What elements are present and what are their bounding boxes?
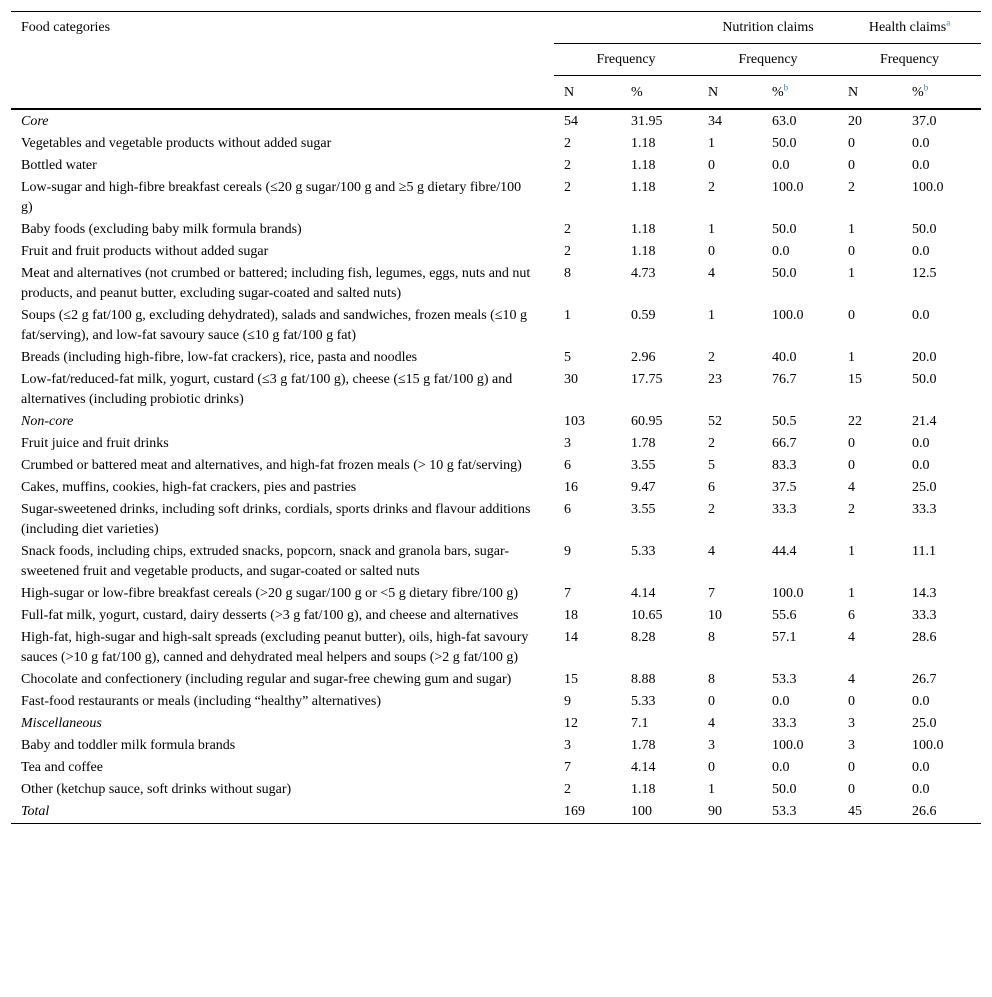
- pct-cell: 31.95: [631, 114, 663, 129]
- category-cell: Fast-food restaurants or meals (including “healthy” alternatives): [21, 694, 381, 709]
- table-row: [11, 691, 981, 713]
- table-group-row: [11, 713, 981, 735]
- pct-cell: 1.18: [631, 244, 656, 259]
- health-n-cell: 0: [848, 458, 856, 473]
- nutrition-n-cell: 2: [708, 436, 715, 451]
- header-hc-pct: %$^b$: [902, 76, 981, 110]
- health-pct-cell: 0.0: [912, 136, 930, 151]
- nutrition-pct-cell: 53.3: [772, 672, 797, 687]
- n-cell: 5: [564, 350, 571, 365]
- table-row: [11, 757, 981, 779]
- header-hc-n: N: [838, 76, 902, 110]
- category-cell: Meat and alternatives (not crumbed or battered; including fish, legumes, eggs, nuts and nut products, and peanut butter, excluding sugar-coated and salted nuts): [21, 266, 531, 301]
- health-n-cell: 0: [848, 760, 856, 775]
- table-row: [11, 477, 981, 499]
- category-cell: Breads (including high-fibre, low-fat crackers), rice, pasta and noodles: [21, 350, 418, 365]
- nutrition-n-cell: 1: [708, 222, 715, 237]
- header-health-claims: Health claims$^a$: [868, 17, 951, 35]
- nutrition-pct-cell: 100.0: [772, 586, 804, 601]
- table-row: [11, 177, 981, 219]
- health-pct-cell: 28.6: [912, 630, 937, 645]
- table-row: [11, 669, 981, 691]
- nutrition-n-cell: 3: [708, 738, 715, 753]
- nutrition-pct-cell: 0.0: [772, 158, 790, 173]
- health-n-cell: 15: [848, 372, 863, 387]
- category-cell: Low-fat/reduced-fat milk, yogurt, custard (≤3 g fat/100 g), cheese (≤15 g fat/100 g) and alternatives (including probiotic drinks): [21, 372, 513, 407]
- health-n-cell: 1: [848, 266, 856, 281]
- nutrition-pct-cell: 50.0: [772, 266, 797, 281]
- nutrition-pct-cell: 55.6: [772, 608, 797, 623]
- health-pct-cell: 0.0: [912, 244, 930, 259]
- health-n-cell: 0: [848, 436, 856, 451]
- nutrition-pct-cell: 0.0: [772, 694, 790, 709]
- nutrition-n-cell: 10: [708, 608, 722, 623]
- table-body: [11, 109, 981, 824]
- category-cell: Vegetables and vegetable products without added sugar: [21, 136, 332, 151]
- n-cell: 30: [564, 372, 578, 387]
- table-row: [11, 219, 981, 241]
- health-pct-cell: 11.1: [912, 544, 936, 559]
- table-row: [11, 627, 981, 669]
- n-cell: 1: [564, 308, 571, 323]
- nutrition-n-cell: 4: [708, 716, 715, 731]
- health-pct-cell: 20.0: [912, 350, 937, 365]
- pct-cell: 60.95: [631, 414, 663, 429]
- nutrition-n-cell: 2: [708, 502, 715, 517]
- nutrition-pct-cell: 0.0: [772, 244, 790, 259]
- health-pct-cell: 26.6: [912, 804, 937, 819]
- table-row: [11, 305, 981, 347]
- nutrition-n-cell: 2: [708, 180, 715, 195]
- nutrition-pct-cell: 0.0: [772, 760, 790, 775]
- table-row: [11, 499, 981, 541]
- health-n-cell: 1: [848, 350, 856, 365]
- health-n-cell: 1: [848, 222, 856, 237]
- table-group-row: [11, 801, 981, 824]
- health-n-cell: 3: [848, 738, 856, 753]
- header-n: N: [554, 76, 621, 110]
- category-cell: Soups (≤2 g fat/100 g, excluding dehydrated), salads and sandwiches, frozen meals (≤10 g fat/serving), and low-fat savoury sauce (≤10 g fat/100 g fat): [21, 308, 528, 343]
- health-pct-cell: 33.3: [912, 502, 937, 517]
- category-cell: Fruit and fruit products without added sugar: [21, 244, 269, 259]
- health-n-cell: 45: [848, 804, 863, 819]
- header-frequency-nutrition: Frequency: [698, 44, 838, 76]
- n-cell: 12: [564, 716, 578, 731]
- nutrition-pct-cell: 57.1: [772, 630, 797, 645]
- pct-cell: 4.14: [631, 586, 656, 601]
- category-cell: Bottled water: [21, 158, 97, 173]
- n-cell: 15: [564, 672, 578, 687]
- pct-cell: 1.18: [631, 782, 656, 797]
- nutrition-pct-cell: 100.0: [772, 180, 804, 195]
- nutrition-pct-cell: 50.5: [772, 414, 797, 429]
- nutrition-n-cell: 2: [708, 350, 715, 365]
- nutrition-pct-cell: 53.3: [772, 804, 797, 819]
- pct-cell: 8.28: [631, 630, 656, 645]
- health-n-cell: 1: [848, 586, 856, 601]
- health-n-cell: 3: [848, 716, 856, 731]
- category-cell: Core: [21, 114, 49, 129]
- category-cell: Baby foods (excluding baby milk formula brands): [21, 222, 302, 237]
- nutrition-n-cell: 1: [708, 136, 715, 151]
- nutrition-pct-cell: 100.0: [772, 738, 804, 753]
- pct-cell: 1.18: [631, 180, 656, 195]
- table-row: [11, 263, 981, 305]
- health-pct-cell: 100.0: [912, 738, 944, 753]
- n-cell: 6: [564, 458, 571, 473]
- table-row: [11, 541, 981, 583]
- category-cell: Chocolate and confectionery (including regular and sugar-free chewing gum and sugar): [21, 672, 512, 687]
- n-cell: 14: [564, 630, 578, 645]
- category-cell: Cakes, muffins, cookies, high-fat crackers, pies and pastries: [21, 480, 357, 495]
- food-claims-table: [11, 11, 981, 824]
- nutrition-n-cell: 5: [708, 458, 715, 473]
- n-cell: 18: [564, 608, 578, 623]
- n-cell: 6: [564, 502, 571, 517]
- health-n-cell: 0: [848, 244, 856, 259]
- health-n-cell: 0: [848, 158, 856, 173]
- nutrition-pct-cell: 63.0: [772, 114, 797, 129]
- category-cell: High-fat, high-sugar and high-salt spreads (excluding peanut butter), oils, high-fat savoury sauces (>10 g fat/100 g), canned and dehydrated meal helpers and soups (>2 g fat/100 g): [21, 630, 529, 665]
- n-cell: 9: [564, 544, 571, 559]
- health-pct-cell: 26.7: [912, 672, 937, 687]
- nutrition-pct-cell: 33.3: [772, 716, 797, 731]
- pct-cell: 3.55: [631, 458, 656, 473]
- table-row: [11, 133, 981, 155]
- n-cell: 7: [564, 760, 571, 775]
- table-group-row: [11, 411, 981, 433]
- nutrition-n-cell: 4: [708, 544, 715, 559]
- category-cell: Tea and coffee: [21, 760, 103, 775]
- health-n-cell: 0: [848, 308, 856, 323]
- table-group-row: [11, 109, 981, 133]
- header-food-categories: Food categories: [21, 20, 111, 35]
- table-row: [11, 241, 981, 263]
- pct-cell: 1.18: [631, 158, 656, 173]
- health-pct-cell: 50.0: [912, 222, 937, 237]
- health-pct-cell: 100.0: [912, 180, 944, 195]
- health-n-cell: 2: [848, 502, 856, 517]
- table-row: [11, 735, 981, 757]
- pct-cell: 10.65: [631, 608, 663, 623]
- health-pct-cell: 37.0: [912, 114, 937, 129]
- pct-cell: 1.78: [631, 738, 656, 753]
- n-cell: 2: [564, 136, 571, 151]
- health-n-cell: 0: [848, 694, 856, 709]
- nutrition-n-cell: 0: [708, 694, 715, 709]
- n-cell: 54: [564, 114, 578, 129]
- nutrition-n-cell: 8: [708, 630, 715, 645]
- nutrition-n-cell: 4: [708, 266, 715, 281]
- nutrition-n-cell: 0: [708, 158, 715, 173]
- health-n-cell: 4: [848, 480, 856, 495]
- n-cell: 3: [564, 436, 571, 451]
- health-pct-cell: 0.0: [912, 158, 930, 173]
- health-n-cell: 20: [848, 114, 863, 129]
- nutrition-pct-cell: 50.0: [772, 136, 797, 151]
- table-row: [11, 779, 981, 801]
- n-cell: 7: [564, 586, 571, 601]
- n-cell: 2: [564, 158, 571, 173]
- n-cell: 103: [564, 414, 585, 429]
- health-pct-cell: 14.3: [912, 586, 937, 601]
- n-cell: 2: [564, 180, 571, 195]
- pct-cell: 4.14: [631, 760, 656, 775]
- category-cell: High-sugar or low-fibre breakfast cereals (>20 g sugar/100 g or <5 g dietary fibre/100 g): [21, 586, 519, 601]
- nutrition-pct-cell: 50.0: [772, 782, 797, 797]
- n-cell: 2: [564, 244, 571, 259]
- table-row: [11, 583, 981, 605]
- header-nc-pct: %$^b$: [762, 76, 838, 110]
- health-pct-cell: 0.0: [912, 436, 930, 451]
- category-cell: Baby and toddler milk formula brands: [21, 738, 236, 753]
- pct-cell: 2.96: [631, 350, 656, 365]
- pct-cell: 8.88: [631, 672, 656, 687]
- table-row: [11, 433, 981, 455]
- nutrition-n-cell: 8: [708, 672, 715, 687]
- header-pct: %: [621, 76, 698, 110]
- category-cell: Low-sugar and high-fibre breakfast cereals (≤20 g sugar/100 g and ≥5 g dietary fibre/100 g): [21, 180, 522, 215]
- n-cell: 2: [564, 222, 571, 237]
- nutrition-pct-cell: 37.5: [772, 480, 797, 495]
- n-cell: 8: [564, 266, 571, 281]
- pct-cell: 3.55: [631, 502, 656, 517]
- health-pct-cell: 25.0: [912, 480, 937, 495]
- nutrition-pct-cell: 83.3: [772, 458, 797, 473]
- pct-cell: 1.18: [631, 222, 656, 237]
- footnote-b-link[interactable]: b: [783, 82, 789, 93]
- nutrition-pct-cell: 76.7: [772, 372, 797, 387]
- footnote-a-link[interactable]: a: [946, 17, 951, 28]
- category-cell: Total: [21, 804, 50, 819]
- pct-cell: 9.47: [631, 480, 656, 495]
- category-cell: Crumbed or battered meat and alternatives, and high-fat frozen meals (> 10 g fat/serving): [21, 458, 522, 473]
- health-n-cell: 4: [848, 630, 856, 645]
- nutrition-n-cell: 0: [708, 244, 715, 259]
- category-cell: Full-fat milk, yogurt, custard, dairy desserts (>3 g fat/100 g), and cheese and alternatives: [21, 608, 519, 623]
- pct-cell: 17.75: [631, 372, 663, 387]
- health-pct-cell: 0.0: [912, 458, 930, 473]
- n-cell: 16: [564, 480, 578, 495]
- health-pct-cell: 0.0: [912, 760, 930, 775]
- nutrition-n-cell: 1: [708, 308, 715, 323]
- nutrition-pct-cell: 100.0: [772, 308, 804, 323]
- nutrition-n-cell: 23: [708, 372, 722, 387]
- n-cell: 2: [564, 782, 571, 797]
- footnote-b-link[interactable]: b: [923, 82, 929, 93]
- health-n-cell: 6: [848, 608, 856, 623]
- table-row: [11, 155, 981, 177]
- nutrition-n-cell: 7: [708, 586, 715, 601]
- header-frequency-total: Frequency: [554, 44, 698, 76]
- header-nutrition-claims: Nutrition claims: [722, 20, 814, 35]
- health-pct-cell: 21.4: [912, 414, 937, 429]
- nutrition-n-cell: 1: [708, 782, 715, 797]
- n-cell: 3: [564, 738, 571, 753]
- nutrition-n-cell: 34: [708, 114, 722, 129]
- header-frequency-health: Frequency: [838, 44, 981, 76]
- table-row: [11, 369, 981, 411]
- health-pct-cell: 0.0: [912, 694, 930, 709]
- category-cell: Non-core: [21, 414, 74, 429]
- nutrition-n-cell: 90: [708, 804, 722, 819]
- nutrition-pct-cell: 33.3: [772, 502, 797, 517]
- nutrition-pct-cell: 66.7: [772, 436, 797, 451]
- pct-cell: 7.1: [631, 716, 649, 731]
- category-cell: Sugar-sweetened drinks, including soft drinks, cordials, sports drinks and flavour additions (including diet varieties): [21, 502, 531, 537]
- category-cell: Miscellaneous: [21, 716, 102, 731]
- nutrition-pct-cell: 44.4: [772, 544, 797, 559]
- pct-cell: 5.33: [631, 694, 656, 709]
- pct-cell: 0.59: [631, 308, 656, 323]
- table-row: [11, 455, 981, 477]
- table-row: [11, 605, 981, 627]
- nutrition-n-cell: 6: [708, 480, 715, 495]
- header-nc-n: N: [698, 76, 762, 110]
- n-cell: 169: [564, 804, 585, 819]
- health-pct-cell: 25.0: [912, 716, 937, 731]
- health-pct-cell: 12.5: [912, 266, 937, 281]
- pct-cell: 4.73: [631, 266, 656, 281]
- health-pct-cell: 0.0: [912, 782, 930, 797]
- health-n-cell: 0: [848, 782, 856, 797]
- health-pct-cell: 0.0: [912, 308, 930, 323]
- pct-cell: 5.33: [631, 544, 656, 559]
- n-cell: 9: [564, 694, 571, 709]
- health-n-cell: 4: [848, 672, 856, 687]
- nutrition-n-cell: 0: [708, 760, 715, 775]
- table-header: [11, 12, 981, 110]
- pct-cell: 1.78: [631, 436, 656, 451]
- category-cell: Snack foods, including chips, extruded snacks, popcorn, snack and granola bars, sugar-sweetened fruit and vegetable products, and sugar-coated or salted nuts: [21, 544, 510, 579]
- health-n-cell: 2: [848, 180, 856, 195]
- health-n-cell: 1: [848, 544, 856, 559]
- health-pct-cell: 50.0: [912, 372, 937, 387]
- nutrition-pct-cell: 50.0: [772, 222, 797, 237]
- table-row: [11, 347, 981, 369]
- health-pct-cell: 33.3: [912, 608, 937, 623]
- category-cell: Other (ketchup sauce, soft drinks without sugar): [21, 782, 292, 797]
- health-n-cell: 22: [848, 414, 863, 429]
- pct-cell: 100: [631, 804, 652, 819]
- nutrition-pct-cell: 40.0: [772, 350, 797, 365]
- category-cell: Fruit juice and fruit drinks: [21, 436, 169, 451]
- nutrition-n-cell: 52: [708, 414, 722, 429]
- pct-cell: 1.18: [631, 136, 656, 151]
- health-n-cell: 0: [848, 136, 856, 151]
